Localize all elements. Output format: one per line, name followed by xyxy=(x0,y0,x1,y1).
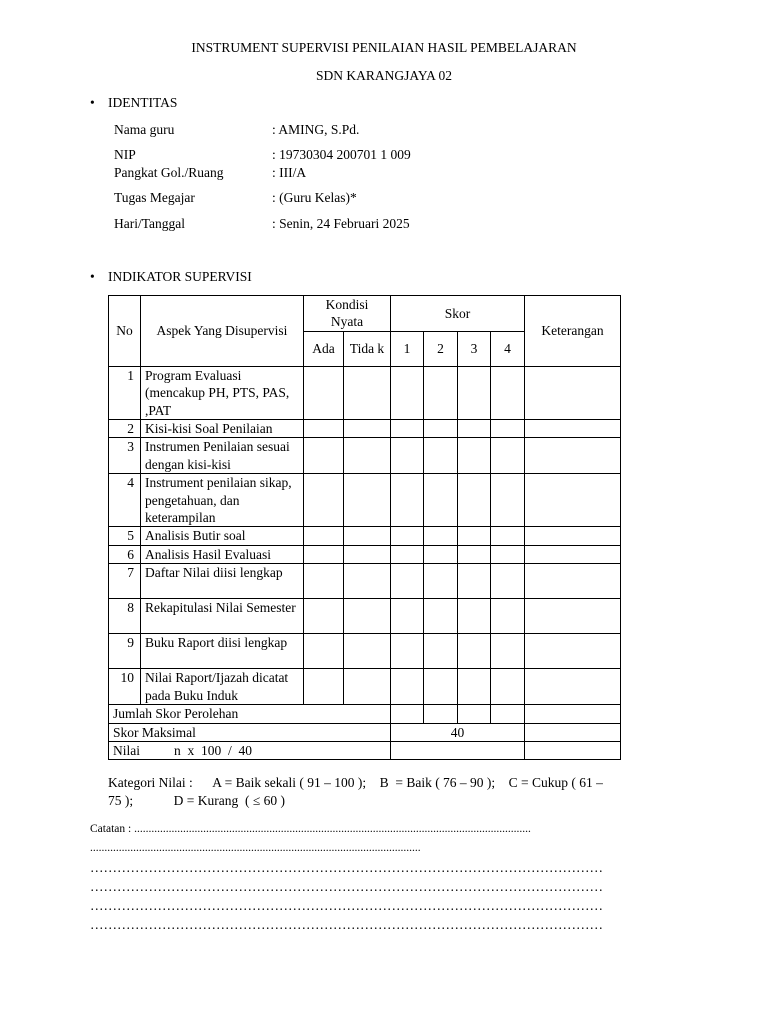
kategori-line-1: Kategori Nilai : A = Baik sekali ( 91 – 100 ); B = Baik ( 76 – 90 ); C = Cukup ( 61 – xyxy=(108,775,603,790)
row-aspek: Analisis Butir soal xyxy=(141,527,304,545)
label-tugas: Tugas Megajar xyxy=(114,190,195,205)
cell-tidak[interactable] xyxy=(344,545,391,563)
cell-jumlah-4[interactable] xyxy=(491,705,525,723)
cell-tidak[interactable] xyxy=(344,564,391,599)
cell-skor-3[interactable] xyxy=(458,438,491,474)
header-aspek: Aspek Yang Disupervisi xyxy=(141,296,304,367)
catatan-line-1: Catatan : .......................................................................................................................................... xyxy=(90,823,531,835)
cell-skor-1[interactable] xyxy=(391,366,424,419)
cell-skor-2[interactable] xyxy=(424,564,458,599)
row-no: 6 xyxy=(109,545,141,563)
cell-skor-2[interactable] xyxy=(424,599,458,634)
table-row xyxy=(109,599,621,634)
cell-skor-4[interactable] xyxy=(491,474,525,527)
cell-skor-3[interactable] xyxy=(458,564,491,599)
cell-tidak[interactable] xyxy=(344,669,391,705)
cell-skor-4[interactable] xyxy=(491,599,525,634)
cell-nilai-keterangan[interactable] xyxy=(525,741,621,759)
cell-skor-2[interactable] xyxy=(424,438,458,474)
cell-skor-1[interactable] xyxy=(391,545,424,563)
kategori-nilai xyxy=(108,774,678,810)
table-row xyxy=(109,669,621,705)
cell-nilai-value[interactable] xyxy=(391,741,525,759)
table-row xyxy=(109,564,621,599)
cell-ada[interactable] xyxy=(304,420,344,438)
row-aspek: Analisis Hasil Evaluasi xyxy=(141,545,304,563)
cell-skor-1[interactable] xyxy=(391,420,424,438)
row-no: 3 xyxy=(109,438,141,474)
header-ada: Ada xyxy=(304,331,344,366)
cell-skor-4[interactable] xyxy=(491,438,525,474)
header-tidak: Tida k xyxy=(344,331,391,366)
cell-keterangan[interactable] xyxy=(525,564,621,599)
catatan-section xyxy=(90,820,685,934)
bullet-icon: • xyxy=(90,269,95,284)
cell-skor-1[interactable] xyxy=(391,669,424,705)
cell-skor-2[interactable] xyxy=(424,669,458,705)
document-title: INSTRUMENT SUPERVISI PENILAIAN HASIL PEMBELAJARAN xyxy=(191,40,577,55)
table-row xyxy=(109,527,621,545)
cell-ada[interactable] xyxy=(304,545,344,563)
label-nip: NIP xyxy=(114,147,136,162)
nilai-formula: n x 100 / 40 xyxy=(174,742,253,758)
row-no: 2 xyxy=(109,420,141,438)
header-skor-4: 4 xyxy=(491,331,525,366)
row-nilai xyxy=(109,741,621,759)
table-row xyxy=(109,366,621,419)
cell-skor-2[interactable] xyxy=(424,545,458,563)
cell-skor-1[interactable] xyxy=(391,474,424,527)
row-no: 8 xyxy=(109,599,141,634)
row-no: 9 xyxy=(109,634,141,669)
value-nama-guru: : AMING, S.Pd. xyxy=(272,122,360,137)
section-identitas-heading xyxy=(90,95,177,111)
cell-ada[interactable] xyxy=(304,599,344,634)
cell-skor-2[interactable] xyxy=(424,420,458,438)
row-aspek: Program Evaluasi (mencakup PH, PTS, PAS, ,PAT xyxy=(141,366,304,419)
nilai-text: Nilai xyxy=(113,742,140,758)
cell-ada[interactable] xyxy=(304,564,344,599)
cell-skor-3[interactable] xyxy=(458,366,491,419)
header-skor-1: 1 xyxy=(391,331,424,366)
cell-tidak[interactable] xyxy=(344,527,391,545)
school-name: SDN KARANGJAYA 02 xyxy=(315,68,453,83)
row-no: 5 xyxy=(109,527,141,545)
cell-tidak[interactable] xyxy=(344,474,391,527)
cell-skor-3[interactable] xyxy=(458,420,491,438)
cell-skor-3[interactable] xyxy=(458,599,491,634)
cell-ada[interactable] xyxy=(304,669,344,705)
cell-skor-3[interactable] xyxy=(458,669,491,705)
section-identitas-label: IDENTITAS xyxy=(108,95,178,110)
cell-skor-3[interactable] xyxy=(458,527,491,545)
catatan-line-3: …………………………………………………………………………………………………… xyxy=(90,860,603,875)
label-skor-maksimal: Skor Maksimal xyxy=(109,723,391,741)
row-aspek: Nilai Raport/Ijazah dicatat pada Buku Induk xyxy=(141,669,304,705)
value-tugas: : (Guru Kelas)* xyxy=(272,190,357,205)
cell-keterangan[interactable] xyxy=(525,474,621,527)
cell-tidak[interactable] xyxy=(344,438,391,474)
cell-keterangan[interactable] xyxy=(525,634,621,669)
table-row xyxy=(109,634,621,669)
value-skor-maksimal: 40 xyxy=(391,723,525,741)
cell-keterangan[interactable] xyxy=(525,599,621,634)
cell-skor-1[interactable] xyxy=(391,634,424,669)
cell-skor-4[interactable] xyxy=(491,366,525,419)
cell-skor-4[interactable] xyxy=(491,634,525,669)
row-aspek: Instrument penilaian sikap, pengetahuan, dan keterampilan xyxy=(141,474,304,527)
row-aspek: Rekapitulasi Nilai Semester xyxy=(141,599,304,634)
catatan-line-2: ................................................................................................................... xyxy=(90,842,421,854)
table-row xyxy=(109,474,621,527)
label-pangkat: Pangkat Gol./Ruang xyxy=(114,165,224,180)
cell-ada[interactable] xyxy=(304,474,344,527)
label-hari-tanggal: Hari/Tanggal xyxy=(114,216,186,231)
cell-tidak[interactable] xyxy=(344,599,391,634)
catatan-line-4: …………………………………………………………………………………………………… xyxy=(90,879,603,894)
cell-tidak[interactable] xyxy=(344,366,391,419)
cell-keterangan[interactable] xyxy=(525,669,621,705)
row-aspek: Instrumen Penilaian sesuai dengan kisi-kisi xyxy=(141,438,304,474)
cell-skor-4[interactable] xyxy=(491,564,525,599)
value-pangkat: : III/A xyxy=(272,165,307,180)
cell-skor-4[interactable] xyxy=(491,669,525,705)
kategori-line-2: 75 ); D = Kurang ( ≤ 60 ) xyxy=(108,793,285,808)
cell-keterangan[interactable] xyxy=(525,366,621,419)
cell-skor-3[interactable] xyxy=(458,634,491,669)
catatan-line-5: …………………………………………………………………………………………………… xyxy=(90,898,603,913)
cell-keterangan[interactable] xyxy=(525,527,621,545)
cell-tidak[interactable] xyxy=(344,634,391,669)
section-indikator-heading xyxy=(90,269,252,285)
cell-skor-1[interactable] xyxy=(391,527,424,545)
cell-ada[interactable] xyxy=(304,634,344,669)
cell-tidak[interactable] xyxy=(344,420,391,438)
value-nip: : 19730304 200701 1 009 xyxy=(272,147,411,162)
cell-skor-4[interactable] xyxy=(491,527,525,545)
label-nilai xyxy=(109,741,391,759)
cell-jumlah-3[interactable] xyxy=(458,705,491,723)
cell-skor-3[interactable] xyxy=(458,474,491,527)
header-skor: Skor xyxy=(391,296,525,332)
cell-skor-1[interactable] xyxy=(391,438,424,474)
header-skor-2: 2 xyxy=(424,331,458,366)
cell-jumlah-1[interactable] xyxy=(391,705,424,723)
cell-skor-1[interactable] xyxy=(391,564,424,599)
catatan-line-6: …………………………………………………………………………………………………… xyxy=(90,917,603,932)
cell-skor-3[interactable] xyxy=(458,545,491,563)
row-aspek: Kisi-kisi Soal Penilaian xyxy=(141,420,304,438)
table-row xyxy=(109,545,621,563)
header-keterangan: Keterangan xyxy=(525,296,621,367)
row-no: 1 xyxy=(109,366,141,419)
value-hari-tanggal: : Senin, 24 Februari 2025 xyxy=(272,216,410,231)
header-skor-3: 3 xyxy=(458,331,491,366)
cell-ada[interactable] xyxy=(304,527,344,545)
bullet-icon: • xyxy=(90,95,95,110)
row-aspek: Buku Raport diisi lengkap xyxy=(141,634,304,669)
cell-keterangan[interactable] xyxy=(525,545,621,563)
cell-skor-4[interactable] xyxy=(491,420,525,438)
cell-skor-2[interactable] xyxy=(424,474,458,527)
label-jumlah-skor: Jumlah Skor Perolehan xyxy=(109,705,391,723)
label-nama-guru: Nama guru xyxy=(114,122,175,137)
header-no: No xyxy=(109,296,141,367)
row-aspek: Daftar Nilai diisi lengkap xyxy=(141,564,304,599)
header-kondisi-nyata: Kondisi Nyata xyxy=(304,296,391,332)
cell-ada[interactable] xyxy=(304,438,344,474)
row-no: 10 xyxy=(109,669,141,705)
section-indikator-label: INDIKATOR SUPERVISI xyxy=(108,269,252,284)
supervision-table xyxy=(108,295,621,760)
cell-keterangan[interactable] xyxy=(525,438,621,474)
cell-skor-1[interactable] xyxy=(391,599,424,634)
cell-skor-2[interactable] xyxy=(424,366,458,419)
table-row xyxy=(109,420,621,438)
cell-skor-2[interactable] xyxy=(424,527,458,545)
table-row xyxy=(109,438,621,474)
row-jumlah-skor xyxy=(109,705,621,723)
cell-skor-2[interactable] xyxy=(424,634,458,669)
row-no: 4 xyxy=(109,474,141,527)
cell-skor-4[interactable] xyxy=(491,545,525,563)
row-no: 7 xyxy=(109,564,141,599)
cell-maksimal-keterangan[interactable] xyxy=(525,723,621,741)
cell-ada[interactable] xyxy=(304,366,344,419)
row-skor-maksimal xyxy=(109,723,621,741)
cell-jumlah-2[interactable] xyxy=(424,705,458,723)
cell-keterangan[interactable] xyxy=(525,420,621,438)
cell-jumlah-keterangan[interactable] xyxy=(525,705,621,723)
